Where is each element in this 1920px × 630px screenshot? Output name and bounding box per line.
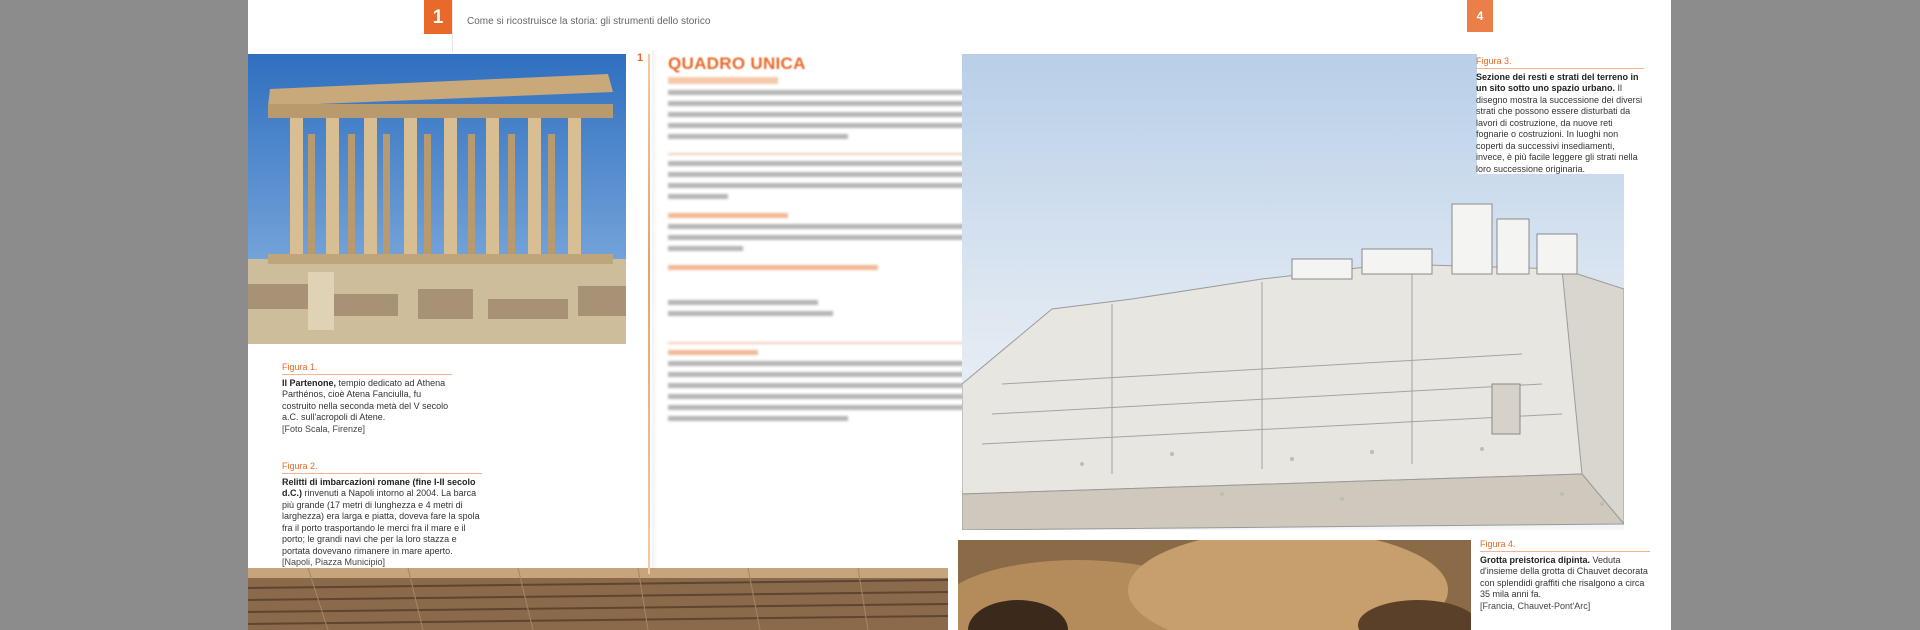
figure-number: Figura 4. [1480,539,1516,549]
paragraph [668,153,968,199]
figure-title: Il Partenone, [282,377,339,388]
shipwreck-photo [248,568,948,630]
paragraph [668,90,968,139]
center-text-column [668,54,968,435]
figure-title: Sezione dei resti e strati del terreno in un sito sotto uno spazio urbano. [1476,71,1639,93]
figure-text: Veduta d'insieme della grotta di Chauvet decorata con splendidi graffiti che risalgono a circa 35 mila anni fa. [1480,554,1648,599]
caption-rule [1480,551,1650,552]
parthenon-photo [248,54,626,344]
column-subtitle-bar [668,77,778,84]
figure-credit: [Napoli, Piazza Municipio] [282,557,386,567]
figure-number: Figura 2. [282,461,318,471]
book-spread [248,0,1671,630]
figure-credit: [Francia, Chauvet-Pont'Arc] [1480,600,1591,611]
figure-title: Grotta preistorica dipinta. [1480,554,1593,565]
figure-1-caption [282,362,452,435]
column-title: QUADRO UNICA [668,54,806,73]
figure-3-caption [1476,56,1644,175]
caption-rule [1476,68,1644,69]
page-number-badge-right: 4 [1467,0,1493,32]
paragraph [668,213,968,251]
caption-rule [282,374,452,375]
figure-title: Relitti di imbarcazioni romane (fine I-II secolo d.C.) [282,476,476,498]
paragraph [668,265,968,316]
figure-4-caption [1480,539,1650,612]
paragraph [668,342,968,421]
page-number-badge: 1 [424,0,452,34]
section-spine [648,54,650,574]
page-gutter-shadow [652,50,658,570]
header-divider [452,0,453,52]
figure-text: rinvenuti a Napoli intorno al 2004. La barca più grande (17 metri di lunghezza e 4 metri di larghezza) era larga e piatta, doveva fare la spola fra il porto trasportando le merci fra il mare e il porto; le grandi navi che per la loro stazza e portata dovevano rimanere in mare aperto. [282,488,480,556]
running-head: Come si ricostruisce la storia: gli strumenti dello storico [467,16,711,27]
caption-rule [282,473,482,474]
figure-credit: [Foto Scala, Firenze] [282,423,366,434]
figure-2-caption [282,461,482,569]
figure-number: Figura 1. [282,362,318,372]
cave-photo [958,540,1471,630]
figure-text: tempio dedicato ad Athena Parthénos, cioè Atena Fanciulla, fu costruito nella seconda metà del V secolo a.C. sull'acropoli di Atene. [282,377,449,422]
figure-number: Figura 3. [1476,56,1512,66]
spine-number: 1 [637,52,644,64]
figure-text: Il disegno mostra la successione dei diversi strati che possono essere disturbati da lavori di costruzione, da nuove reti fognarie o costruzioni. In luoghi non coperti da successivi insediamenti, invece, è più facile leggere gli strati nella loro successione originaria. [1476,83,1643,174]
